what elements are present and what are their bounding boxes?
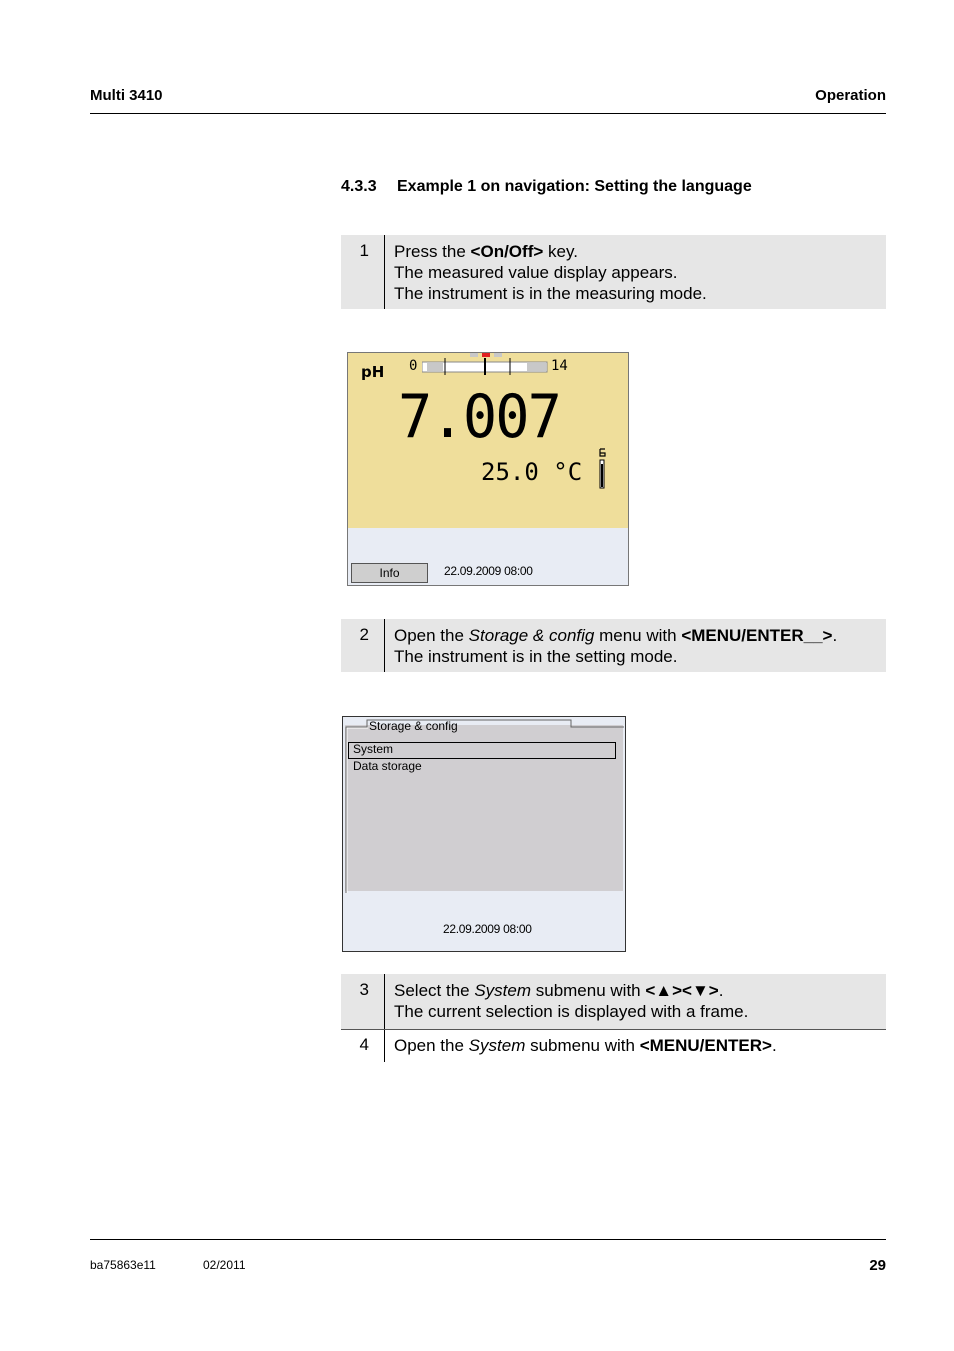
text: Press the — [394, 242, 471, 261]
text: submenu with — [531, 981, 646, 1000]
footer-doc-id: ba75863e11 — [90, 1258, 156, 1272]
menu-title: Storage & config — [369, 719, 458, 733]
menu-item-data-storage[interactable]: Data storage — [353, 759, 422, 773]
step-text — [394, 241, 707, 304]
step-2 — [341, 619, 886, 672]
step-number: 3 — [359, 980, 369, 999]
measured-value-display — [347, 352, 629, 586]
info-button[interactable]: Info — [351, 563, 428, 583]
text: Open the — [394, 1036, 469, 1055]
step-number: 4 — [359, 1035, 369, 1054]
key-label: <MENU/ENTER> — [639, 1036, 772, 1055]
storage-config-display — [342, 716, 626, 952]
step-text — [394, 625, 837, 667]
datetime: 22.09.2009 08:00 — [443, 922, 532, 936]
electrode-icon — [596, 446, 610, 490]
text: The instrument is in the setting mode. — [394, 647, 678, 666]
section-title: Example 1 on navigation: Setting the language — [397, 178, 752, 195]
text: . — [718, 981, 724, 1000]
key-label: <▲><▼> — [645, 981, 719, 1000]
step-1 — [341, 235, 886, 309]
step-divider — [384, 1030, 385, 1062]
step-text — [394, 980, 748, 1022]
step-3 — [341, 974, 886, 1029]
step-divider — [384, 619, 385, 672]
measured-value: 7.007 — [398, 382, 561, 452]
key-label: <On/Off> — [470, 242, 544, 261]
text: The current selection is displayed with a frame. — [394, 1002, 749, 1021]
key-label: <MENU/ENTER__> — [681, 626, 833, 645]
step-text — [394, 1035, 777, 1056]
text: key. — [543, 242, 578, 261]
step-number: 1 — [359, 241, 369, 260]
menu-item-system[interactable]: System — [353, 742, 394, 756]
datetime: 22.09.2009 08:00 — [444, 564, 533, 578]
footer-date: 02/2011 — [203, 1258, 246, 1272]
menu-name: System — [474, 981, 532, 1000]
footer-rule — [90, 1239, 886, 1240]
param-label: pH — [361, 363, 385, 381]
header-rule — [90, 113, 886, 114]
page-number: 29 — [869, 1257, 886, 1274]
menu-name: System — [468, 1036, 526, 1055]
step-number: 2 — [359, 625, 369, 644]
section-number: 4.3.3 — [341, 178, 377, 195]
step-divider — [384, 235, 385, 309]
header-chapter: Operation — [815, 87, 886, 104]
text: The instrument is in the measuring mode. — [394, 284, 707, 303]
ph-scale-bar — [422, 353, 548, 375]
text: menu with — [594, 626, 682, 645]
scale-max: 14 — [551, 358, 568, 374]
temperature-value: 25.0 °C — [481, 458, 583, 486]
header-doc-title: Multi 3410 — [90, 87, 163, 104]
menu-name: Storage & config — [468, 626, 595, 645]
text: submenu with — [525, 1036, 640, 1055]
scale-min: 0 — [409, 358, 418, 374]
step-divider — [384, 974, 385, 1029]
step-4 — [341, 1030, 886, 1062]
text: . — [771, 1036, 777, 1055]
text: Select the — [394, 981, 475, 1000]
text: Open the — [394, 626, 469, 645]
text: . — [832, 626, 838, 645]
text: The measured value display appears. — [394, 263, 678, 282]
